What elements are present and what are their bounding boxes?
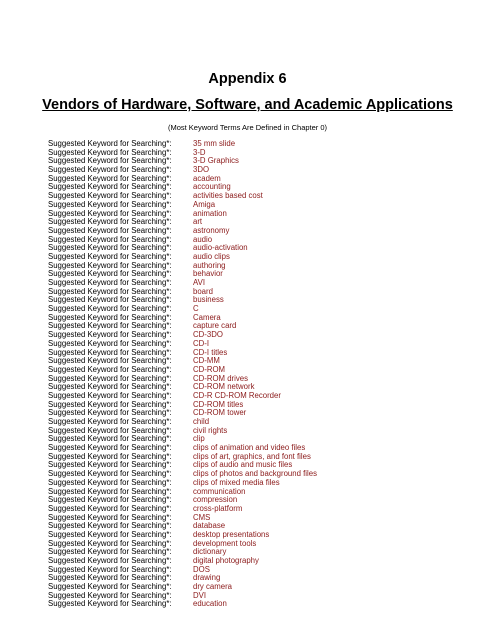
keyword-link[interactable]: capture card [193, 321, 237, 331]
keyword-link[interactable]: audio-activation [193, 243, 248, 253]
keyword-label: Suggested Keyword for Searching*: [48, 503, 172, 513]
keyword-link[interactable]: academ [193, 173, 221, 183]
keyword-link[interactable]: desktop presentations [193, 529, 270, 539]
keyword-label: Suggested Keyword for Searching*: [48, 321, 172, 331]
keyword-link[interactable]: accounting [193, 182, 231, 192]
keyword-label: Suggested Keyword for Searching*: [48, 347, 172, 357]
keyword-label: Suggested Keyword for Searching*: [48, 417, 172, 426]
keyword-link[interactable]: drawing [193, 573, 221, 583]
keyword-link[interactable]: audio clips [193, 251, 230, 261]
keyword-link[interactable]: art [193, 217, 203, 227]
keyword-link[interactable]: development tools [193, 538, 257, 548]
keyword-label: Suggested Keyword for Searching*: [48, 364, 172, 374]
page-title: Vendors of Hardware, Software, and Academic Applications [42, 97, 453, 113]
keyword-list [48, 140, 317, 609]
keyword-link[interactable]: DOS [193, 564, 210, 574]
keyword-label: Suggested Keyword for Searching*: [48, 529, 172, 539]
appendix-title: Appendix 6 [208, 71, 287, 87]
keyword-label: Suggested Keyword for Searching*: [48, 495, 172, 505]
keyword-label: Suggested Keyword for Searching*: [48, 173, 172, 183]
keyword-link[interactable]: DVI [193, 590, 206, 600]
keyword-link[interactable]: clips of photos and background files [193, 469, 317, 479]
keyword-label: Suggested Keyword for Searching*: [48, 165, 172, 175]
keyword-link[interactable]: dry camera [193, 582, 232, 592]
keyword-label: Suggested Keyword for Searching*: [48, 486, 172, 496]
keyword-label: Suggested Keyword for Searching*: [48, 599, 172, 609]
keyword-link[interactable]: clips of mixed media files [193, 477, 280, 487]
keyword-label: Suggested Keyword for Searching*: [48, 382, 172, 392]
keyword-link[interactable]: board [193, 286, 213, 296]
keyword-link[interactable]: C [193, 304, 199, 314]
keyword-link[interactable]: CMS [193, 512, 211, 522]
keyword-label: Suggested Keyword for Searching*: [48, 582, 172, 592]
keyword-label: Suggested Keyword for Searching*: [48, 243, 172, 253]
keyword-link[interactable]: dictionary [193, 547, 227, 557]
keyword-label: Suggested Keyword for Searching*: [48, 443, 172, 453]
keyword-link[interactable]: CD-I titles [193, 347, 228, 357]
keyword-label: Suggested Keyword for Searching*: [48, 338, 172, 348]
keyword-link[interactable]: clip [193, 434, 205, 444]
keyword-label: Suggested Keyword for Searching*: [48, 139, 172, 148]
keyword-label: Suggested Keyword for Searching*: [48, 295, 172, 305]
keyword-label: Suggested Keyword for Searching*: [48, 469, 172, 479]
keyword-label: Suggested Keyword for Searching*: [48, 434, 172, 444]
keyword-label: Suggested Keyword for Searching*: [48, 234, 172, 244]
keyword-link[interactable]: CD-R CD-ROM Recorder [193, 390, 281, 400]
keyword-link[interactable]: audio [193, 234, 213, 244]
keyword-label: Suggested Keyword for Searching*: [48, 408, 172, 418]
keyword-link[interactable]: AVI [193, 278, 205, 287]
keyword-link[interactable]: activities based cost [193, 191, 263, 201]
keyword-link[interactable]: 3-D Graphics [193, 156, 239, 166]
keyword-label: Suggested Keyword for Searching*: [48, 217, 172, 227]
keyword-label: Suggested Keyword for Searching*: [48, 512, 172, 522]
keyword-label: Suggested Keyword for Searching*: [48, 260, 172, 270]
keyword-label: Suggested Keyword for Searching*: [48, 573, 172, 583]
keyword-link[interactable]: CD-MM [193, 356, 220, 366]
keyword-label: Suggested Keyword for Searching*: [48, 399, 172, 409]
keyword-link[interactable]: digital photography [193, 556, 259, 565]
keyword-label: Suggested Keyword for Searching*: [48, 590, 172, 600]
keyword-link[interactable]: authoring [193, 260, 226, 270]
keyword-link[interactable]: database [193, 521, 226, 531]
keyword-label: Suggested Keyword for Searching*: [48, 278, 172, 287]
keyword-label: Suggested Keyword for Searching*: [48, 521, 172, 531]
keyword-link[interactable]: business [193, 295, 224, 305]
keyword-link[interactable]: compression [193, 495, 238, 505]
keyword-link[interactable]: animation [193, 208, 227, 218]
keyword-label: Suggested Keyword for Searching*: [48, 225, 172, 235]
keyword-label: Suggested Keyword for Searching*: [48, 286, 172, 296]
keyword-link[interactable]: clips of audio and music files [193, 460, 293, 470]
keyword-label: Suggested Keyword for Searching*: [48, 199, 172, 209]
keyword-label: Suggested Keyword for Searching*: [48, 312, 172, 322]
keyword-label: Suggested Keyword for Searching*: [48, 538, 172, 548]
keyword-link[interactable]: CD-ROM network [193, 382, 255, 392]
keyword-label: Suggested Keyword for Searching*: [48, 425, 172, 435]
keyword-label: Suggested Keyword for Searching*: [48, 556, 172, 565]
keyword-link[interactable]: CD-ROM titles [193, 399, 244, 409]
keyword-label: Suggested Keyword for Searching*: [48, 564, 172, 574]
keyword-link[interactable]: communication [193, 486, 246, 496]
page-subtitle: (Most Keyword Terms Are Defined in Chapter 0) [167, 123, 328, 132]
keyword-label: Suggested Keyword for Searching*: [48, 182, 172, 192]
keyword-label: Suggested Keyword for Searching*: [48, 251, 172, 261]
keyword-label: Suggested Keyword for Searching*: [48, 373, 172, 383]
keyword-label: Suggested Keyword for Searching*: [48, 269, 172, 279]
keyword-label: Suggested Keyword for Searching*: [48, 330, 172, 340]
keyword-label: Suggested Keyword for Searching*: [48, 191, 172, 201]
keyword-link[interactable]: 3DO [193, 165, 210, 175]
keyword-label: Suggested Keyword for Searching*: [48, 304, 172, 314]
keyword-link[interactable]: 35 mm slide [193, 139, 236, 148]
keyword-label: Suggested Keyword for Searching*: [48, 390, 172, 400]
keyword-label: Suggested Keyword for Searching*: [48, 547, 172, 557]
keyword-link[interactable]: CD-I [193, 338, 210, 348]
keyword-label: Suggested Keyword for Searching*: [48, 156, 172, 166]
keyword-link[interactable]: CD-ROM drives [193, 373, 249, 383]
keyword-link[interactable]: clips of animation and video files [193, 443, 306, 453]
keyword-label: Suggested Keyword for Searching*: [48, 356, 172, 366]
keyword-link[interactable]: behavior [193, 269, 223, 279]
keyword-link[interactable]: clips of art, graphics, and font files [193, 451, 311, 461]
keyword-link[interactable]: Amiga [193, 199, 216, 209]
keyword-label: Suggested Keyword for Searching*: [48, 477, 172, 487]
keyword-link[interactable]: astronomy [193, 225, 230, 235]
keyword-link[interactable]: CD-3DO [193, 330, 223, 340]
keyword-link[interactable]: CD-ROM tower [193, 408, 247, 418]
keyword-link[interactable]: child [193, 417, 210, 426]
keyword-link[interactable]: cross-platform [193, 503, 243, 513]
keyword-link[interactable]: education [193, 599, 227, 609]
keyword-link[interactable]: 3-D [193, 147, 206, 157]
keyword-link[interactable]: Camera [193, 312, 221, 322]
keyword-label: Suggested Keyword for Searching*: [48, 451, 172, 461]
keyword-label: Suggested Keyword for Searching*: [48, 460, 172, 470]
keyword-row [48, 600, 317, 609]
keyword-link[interactable]: civil rights [193, 425, 228, 435]
keyword-link[interactable]: CD-ROM [193, 364, 226, 374]
keyword-label: Suggested Keyword for Searching*: [48, 147, 172, 157]
keyword-label: Suggested Keyword for Searching*: [48, 208, 172, 218]
